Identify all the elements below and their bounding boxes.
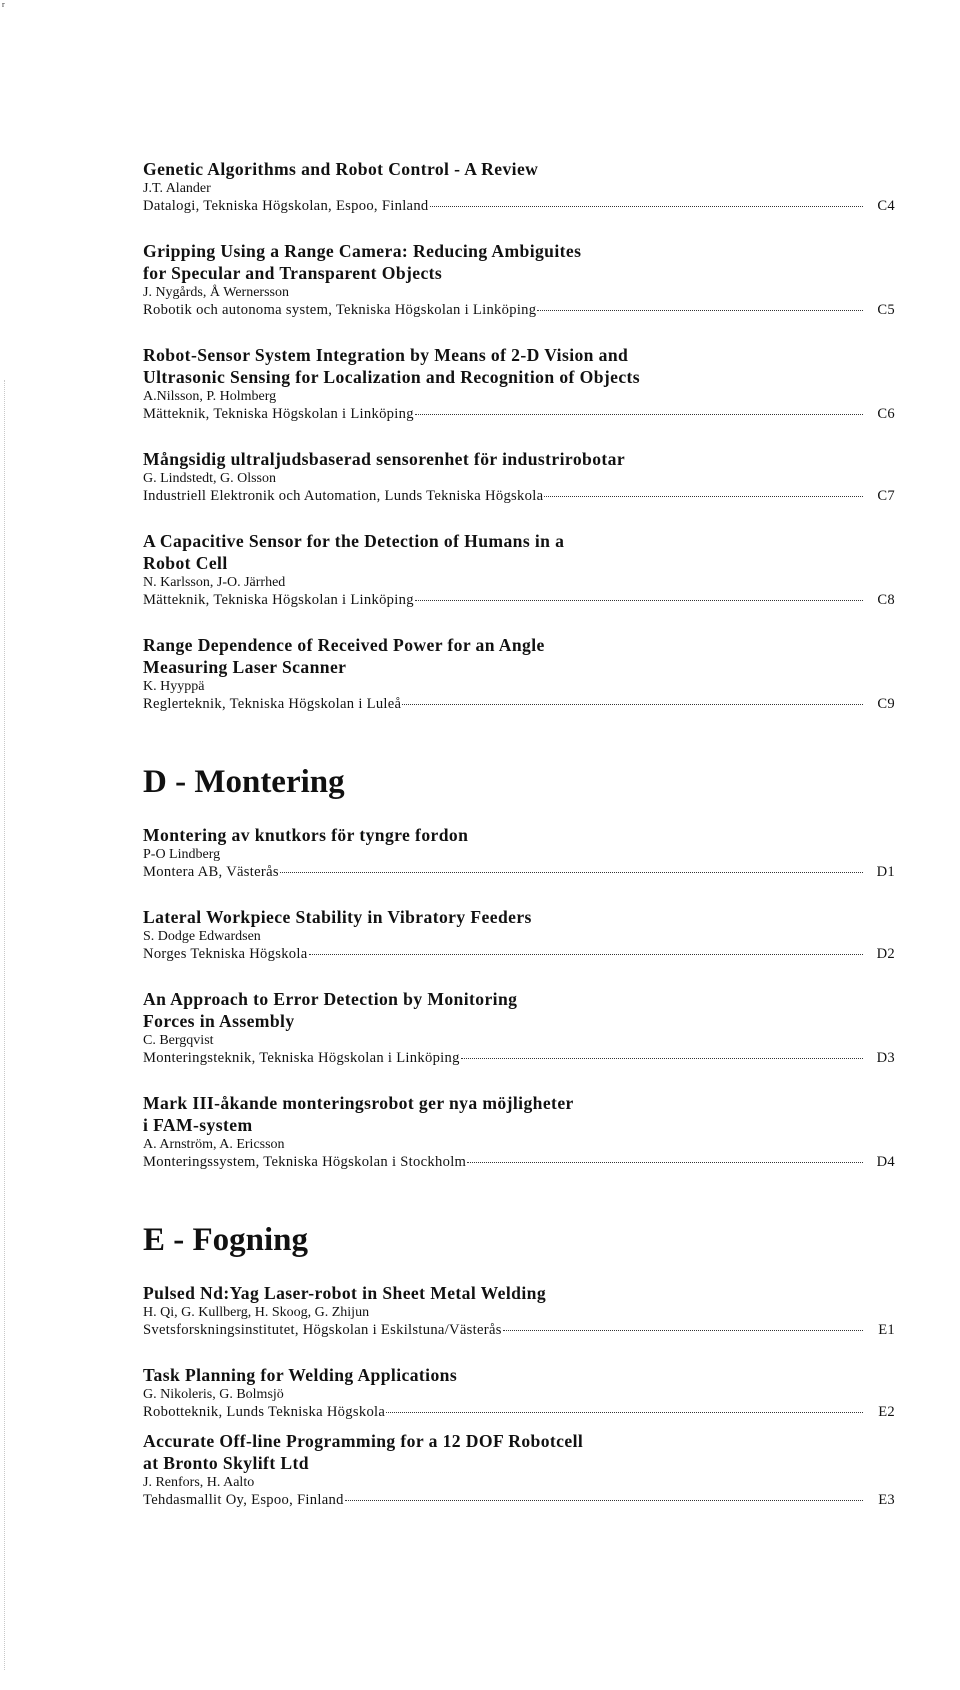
entry-title-line: Gripping Using a Range Camera: Reducing Ambiguites <box>143 241 582 261</box>
entry-authors: N. Karlsson, J-O. Järrhed <box>143 575 286 590</box>
entry-affiliation-row <box>143 1321 895 1340</box>
entry-affiliation-row <box>143 1491 895 1510</box>
entry-page-ref: D3 <box>876 1050 895 1066</box>
entry-title <box>143 530 895 574</box>
entry-title-line: Ultrasonic Sensing for Localization and Recognition of Objects <box>143 367 641 387</box>
dot-leader <box>544 496 863 497</box>
entry-affiliation: Monteringsteknik, Tekniska Högskolan i Linköping <box>143 1050 460 1066</box>
entry-title-line: Robot-Sensor System Integration by Means of 2-D Vision and <box>143 345 629 365</box>
dot-leader <box>537 310 863 311</box>
entry-page-ref: C8 <box>877 592 895 608</box>
entry-title-line: Measuring Laser Scanner <box>143 657 347 677</box>
entry-title-line: for Specular and Transparent Objects <box>143 263 443 283</box>
dot-leader <box>386 1412 863 1413</box>
toc-entry <box>143 906 895 964</box>
toc-entry <box>143 1092 895 1172</box>
section-d <box>143 762 895 1172</box>
toc-entry <box>143 448 895 506</box>
entry-affiliation-row <box>143 1403 895 1422</box>
entry-affiliation-row <box>143 1049 895 1068</box>
corner-mark: r <box>2 0 5 9</box>
toc-entry <box>143 530 895 610</box>
entry-authors: A.Nilsson, P. Holmberg <box>143 389 277 404</box>
section-heading: E - Fogning <box>143 1222 309 1258</box>
entry-affiliation: Svetsforskningsinstitutet, Högskolan i Eskilstuna/Västerås <box>143 1322 502 1338</box>
entry-affiliation: Reglerteknik, Tekniska Högskolan i Luleå <box>143 696 402 712</box>
section-c <box>143 158 895 714</box>
toc-entry <box>143 1282 895 1340</box>
entry-title-line: Lateral Workpiece Stability in Vibratory Feeders <box>143 907 532 927</box>
section-heading: D - Montering <box>143 764 345 800</box>
entry-page-ref: D4 <box>876 1154 895 1170</box>
entry-title-line: A Capacitive Sensor for the Detection of Humans in a <box>143 531 565 551</box>
entry-page-ref: C4 <box>877 198 895 214</box>
entry-title-line: Accurate Off-line Programming for a 12 DOF Robotcell <box>143 1431 584 1451</box>
dot-leader <box>503 1330 863 1331</box>
entry-title-line: Robot Cell <box>143 553 228 573</box>
entry-authors: C. Bergqvist <box>143 1033 214 1048</box>
entry-title <box>143 1092 895 1136</box>
entry-affiliation-row <box>143 301 895 320</box>
toc-entry <box>143 824 895 882</box>
entry-title <box>143 988 895 1032</box>
toc-entry <box>143 634 895 714</box>
entry-affiliation: Robotik och autonoma system, Tekniska Högskolan i Linköping <box>143 302 537 318</box>
entry-affiliation: Robotteknik, Lunds Tekniska Högskola <box>143 1404 386 1420</box>
dot-leader <box>345 1500 863 1501</box>
entry-authors: P-O Lindberg <box>143 847 221 862</box>
scan-edge-line <box>4 380 5 1670</box>
entry-authors: G. Lindstedt, G. Olsson <box>143 471 276 486</box>
entry-title <box>143 240 895 284</box>
toc-entry <box>143 344 895 424</box>
dot-leader <box>430 206 863 207</box>
entry-title-line: Forces in Assembly <box>143 1011 295 1031</box>
entry-page-ref: C5 <box>877 302 895 318</box>
entry-title <box>143 344 895 388</box>
entry-affiliation: Mätteknik, Tekniska Högskolan i Linköping <box>143 592 414 608</box>
entry-affiliation: Montera AB, Västerås <box>143 864 279 880</box>
entry-affiliation: Monteringssystem, Tekniska Högskolan i Stockholm <box>143 1154 467 1170</box>
entry-affiliation: Norges Tekniska Högskola <box>143 946 308 962</box>
dot-leader <box>280 872 863 873</box>
entry-title <box>143 1282 895 1304</box>
dot-leader <box>415 600 863 601</box>
entry-title <box>143 634 895 678</box>
entry-title-line: An Approach to Error Detection by Monitoring <box>143 989 518 1009</box>
entry-affiliation-row <box>143 945 895 964</box>
dot-leader <box>309 954 863 955</box>
entry-authors: S. Dodge Edwardsen <box>143 929 261 944</box>
dot-leader <box>461 1058 863 1059</box>
entry-title-line: Genetic Algorithms and Robot Control - A Review <box>143 159 539 179</box>
entry-affiliation-row <box>143 1153 895 1172</box>
entry-authors: G. Nikoleris, G. Bolmsjö <box>143 1387 284 1402</box>
entry-affiliation-row <box>143 197 895 216</box>
entry-title-line: Mångsidig ultraljudsbaserad sensorenhet för industrirobotar <box>143 449 626 469</box>
toc-entry <box>143 988 895 1068</box>
entry-authors: J. Nygårds, Å Wernersson <box>143 285 289 300</box>
toc-entry <box>143 158 895 216</box>
entry-affiliation: Mätteknik, Tekniska Högskolan i Linköping <box>143 406 414 422</box>
entry-title <box>143 1430 895 1474</box>
entry-title-line: Mark III-åkande monteringsrobot ger nya möjligheter <box>143 1093 574 1113</box>
toc-entry <box>143 240 895 320</box>
entry-page-ref: D1 <box>876 864 895 880</box>
entry-title <box>143 824 895 846</box>
dot-leader <box>402 704 863 705</box>
entry-page-ref: E3 <box>878 1492 895 1508</box>
entry-title <box>143 448 895 470</box>
entry-title <box>143 158 895 180</box>
entry-page-ref: E1 <box>878 1322 895 1338</box>
entry-title <box>143 1364 895 1386</box>
toc-entry <box>143 1430 895 1510</box>
entry-title-line: Pulsed Nd:Yag Laser-robot in Sheet Metal Welding <box>143 1283 547 1303</box>
entry-authors: J.T. Alander <box>143 181 211 196</box>
entry-page-ref: C6 <box>877 406 895 422</box>
dot-leader <box>415 414 863 415</box>
entry-title-line: Task Planning for Welding Applications <box>143 1365 458 1385</box>
entry-affiliation-row <box>143 487 895 506</box>
entry-page-ref: C9 <box>877 696 895 712</box>
entry-authors: K. Hyyppä <box>143 679 205 694</box>
toc-entry <box>143 1364 895 1422</box>
entry-affiliation-row <box>143 405 895 424</box>
entry-affiliation-row <box>143 591 895 610</box>
entry-title-line: i FAM-system <box>143 1115 253 1135</box>
entry-affiliation: Tehdasmallit Oy, Espoo, Finland <box>143 1492 344 1508</box>
entry-page-ref: D2 <box>876 946 895 962</box>
entry-authors: A. Arnström, A. Ericsson <box>143 1137 285 1152</box>
entry-affiliation: Industriell Elektronik och Automation, Lunds Tekniska Högskola <box>143 488 544 504</box>
entry-title <box>143 906 895 928</box>
entry-authors: H. Qi, G. Kullberg, H. Skoog, G. Zhijun <box>143 1305 370 1320</box>
entry-authors: J. Renfors, H. Aalto <box>143 1475 255 1490</box>
entry-affiliation-row <box>143 863 895 882</box>
table-of-contents <box>143 158 895 1510</box>
entry-page-ref: E2 <box>878 1404 895 1420</box>
entry-title-line: at Bronto Skylift Ltd <box>143 1453 309 1473</box>
entry-title-line: Range Dependence of Received Power for an Angle <box>143 635 545 655</box>
entry-page-ref: C7 <box>877 488 895 504</box>
entry-affiliation: Datalogi, Tekniska Högskolan, Espoo, Finland <box>143 198 429 214</box>
dot-leader <box>467 1162 863 1163</box>
section-e <box>143 1220 895 1510</box>
entry-affiliation-row <box>143 695 895 714</box>
entry-title-line: Montering av knutkors för tyngre fordon <box>143 825 469 845</box>
